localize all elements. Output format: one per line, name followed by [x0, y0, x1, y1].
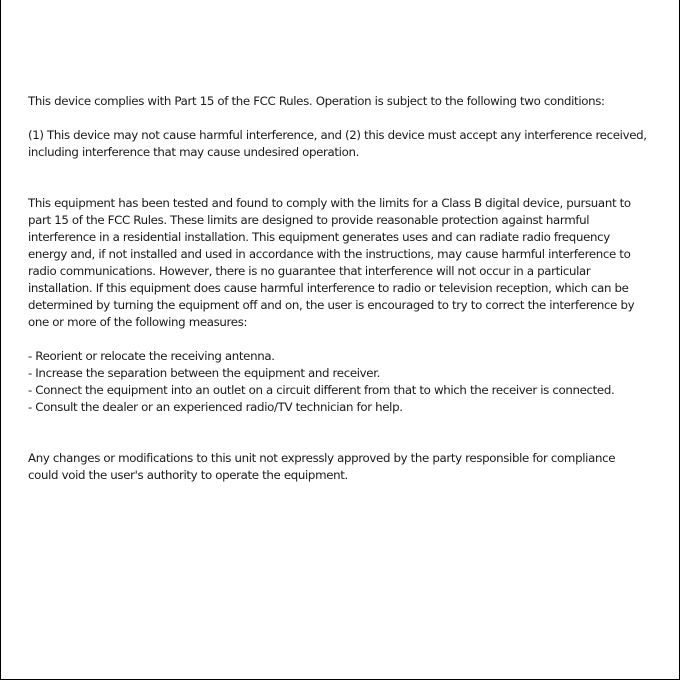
- text-line: determined by turning the equipment off and on, the user is encouraged to try to correct the interference by: [28, 298, 635, 312]
- text-line: energy and, if not installed and used in accordance with the instructions, may cause harmful interference to: [28, 247, 631, 261]
- text-line: Any changes or modifications to this unit not expressly approved by the party responsible for compliance: [28, 451, 616, 465]
- text-line: installation. If this equipment does cause harmful interference to radio or television reception, which can be: [28, 281, 629, 295]
- list-item: - Connect the equipment into an outlet on a circuit different from that to which the receiver is connected.: [28, 383, 615, 397]
- list-item: - Reorient or relocate the receiving antenna.: [28, 349, 275, 363]
- text-line: (1) This device may not cause harmful interference, and (2) this device must accept any interference received,: [28, 128, 647, 142]
- fcc-notice-content: [28, 93, 658, 484]
- text-line: part 15 of the FCC Rules. These limits are designed to provide reasonable protection against harmful: [28, 213, 590, 227]
- text-line: could void the user's authority to operate the equipment.: [28, 468, 348, 482]
- text-line: interference in a residential installation. This equipment generates uses and can radiate radio frequency: [28, 230, 610, 244]
- list-item: - Increase the separation between the equipment and receiver.: [28, 366, 381, 380]
- text-line: one or more of the following measures:: [28, 315, 248, 329]
- conditions-paragraph: [28, 127, 658, 161]
- measures-list: [28, 348, 658, 416]
- text-line: This device complies with Part 15 of the FCC Rules. Operation is subject to the following two conditions:: [28, 94, 605, 108]
- compliance-intro: [28, 93, 658, 110]
- modifications-warning: [28, 450, 658, 484]
- list-item: - Consult the dealer or an experienced radio/TV technician for help.: [28, 400, 403, 414]
- text-line: including interference that may cause undesired operation.: [28, 145, 359, 159]
- spacer: [28, 331, 658, 348]
- spacer: [28, 161, 658, 195]
- text-line: This equipment has been tested and found to comply with the limits for a Class B digital device, pursuant to: [28, 196, 631, 210]
- spacer: [28, 416, 658, 450]
- text-line: radio communications. However, there is no guarantee that interference will not occur in a particular: [28, 264, 591, 278]
- spacer: [28, 110, 658, 127]
- equipment-statement: [28, 195, 658, 331]
